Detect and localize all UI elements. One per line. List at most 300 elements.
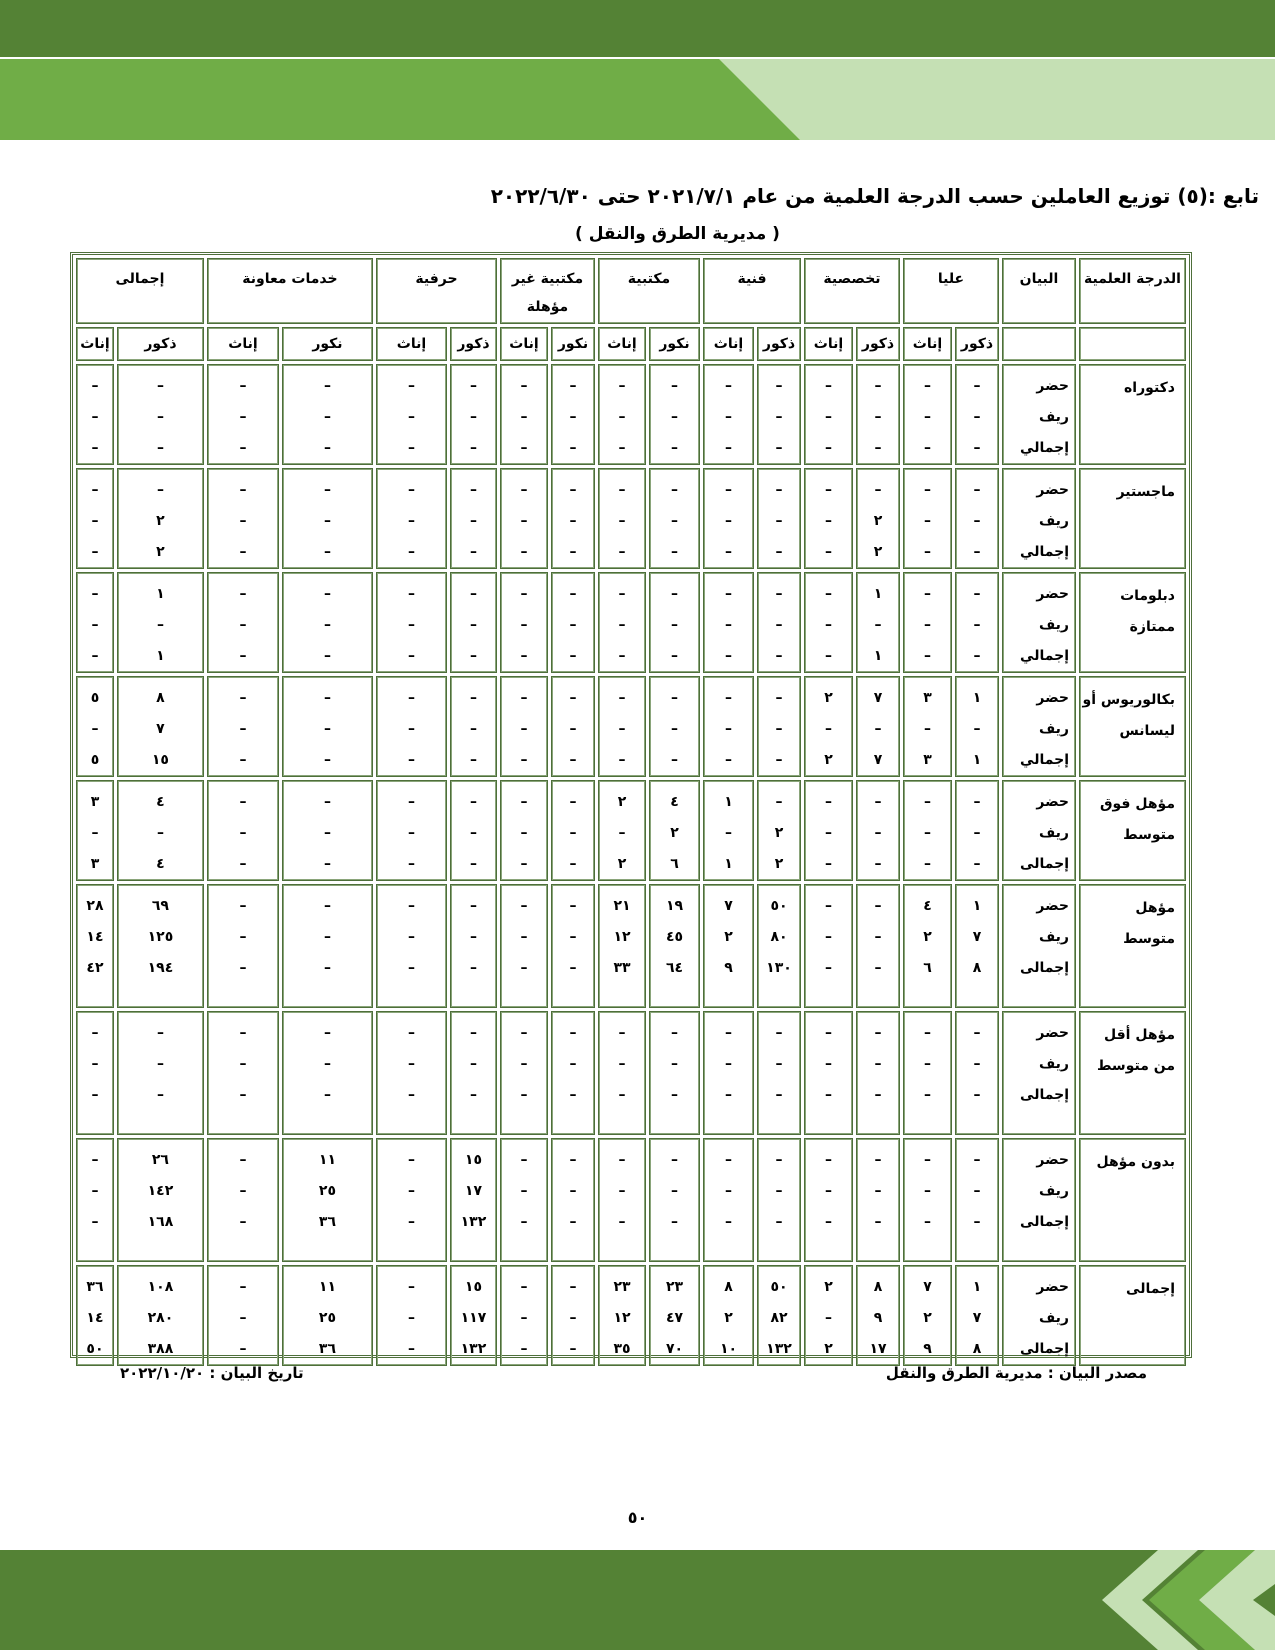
value: –: [725, 586, 732, 602]
value: –: [407, 1087, 415, 1103]
value: –: [569, 898, 577, 914]
gender-subheader: إناث: [703, 327, 754, 361]
value: –: [618, 1056, 626, 1072]
value: –: [671, 1087, 678, 1103]
value: –: [618, 648, 626, 664]
value: –: [825, 825, 832, 841]
value: ٢: [873, 513, 883, 529]
value: –: [239, 513, 247, 529]
degree-label: مؤهل فوق متوسط: [1079, 780, 1186, 881]
value: –: [520, 1087, 528, 1103]
page-subtitle: ( مديرية الطرق والنقل ): [575, 224, 780, 244]
value: –: [156, 1087, 164, 1103]
bayan-label: إجمالي: [1020, 440, 1069, 456]
value: –: [239, 1152, 247, 1168]
value: ٢: [824, 1279, 833, 1295]
value: –: [973, 617, 981, 633]
bayan-label: حضر: [1036, 586, 1069, 602]
value: –: [924, 440, 931, 456]
value-cell: [955, 468, 999, 569]
value-cell: [757, 780, 801, 881]
value-cell: [500, 884, 548, 1008]
group-header: مكتبية غير مؤهلة: [500, 258, 595, 324]
value: –: [825, 544, 832, 560]
data-date-note: تاريخ البيان : ٢٠٢٢/١٠/٢٠: [120, 1364, 304, 1382]
value: ١٣٢: [460, 1341, 487, 1357]
value: –: [825, 898, 832, 914]
value: –: [91, 378, 99, 394]
value-cell: [955, 1265, 999, 1366]
value-cell: [856, 1138, 900, 1262]
value: –: [469, 721, 477, 737]
value-cell: [903, 1265, 952, 1366]
value: –: [924, 409, 931, 425]
value: –: [775, 1152, 783, 1168]
value: –: [924, 513, 931, 529]
value-cell: [551, 676, 595, 777]
value: ١١: [318, 1152, 336, 1168]
value: –: [924, 1056, 931, 1072]
value: ٨: [156, 690, 165, 706]
value-cell: [649, 676, 700, 777]
value-cell: [856, 572, 900, 673]
value: –: [239, 856, 247, 872]
value-cell: [903, 468, 952, 569]
value: –: [725, 544, 732, 560]
value: ٢١: [613, 898, 631, 914]
gender-subheader: ذكور: [856, 327, 900, 361]
value: –: [91, 482, 99, 498]
value: ١٦٨: [147, 1214, 174, 1230]
value: –: [671, 482, 678, 498]
value: –: [239, 960, 247, 976]
value-cell: [703, 468, 754, 569]
value: –: [156, 1056, 164, 1072]
value: –: [874, 856, 882, 872]
value-cell: [117, 1011, 204, 1135]
value: –: [618, 1087, 626, 1103]
value: –: [775, 440, 783, 456]
value: ٩: [873, 1310, 883, 1326]
value: –: [825, 794, 832, 810]
value: –: [520, 825, 528, 841]
value: –: [323, 1087, 331, 1103]
value: –: [239, 617, 247, 633]
value-cell: [207, 1265, 279, 1366]
value: ٢: [774, 856, 784, 872]
value-cell: [856, 1265, 900, 1366]
value: –: [91, 617, 99, 633]
value-cell: [207, 884, 279, 1008]
value: –: [825, 1056, 832, 1072]
value: –: [671, 440, 678, 456]
group-header: تخصصية: [804, 258, 900, 324]
bayan-label: إجمالي: [1020, 648, 1069, 664]
value-cell: [117, 884, 204, 1008]
value: –: [775, 482, 783, 498]
value: ٣: [90, 856, 100, 872]
value: –: [520, 1056, 528, 1072]
value: ١٣٢: [766, 1341, 792, 1357]
value-cell: [703, 780, 754, 881]
value: –: [239, 825, 247, 841]
bayan-label: إجمالى: [1020, 960, 1069, 976]
gender-subheader: إناث: [903, 327, 952, 361]
value: –: [874, 794, 882, 810]
value: –: [569, 1183, 577, 1199]
value-cell: [117, 572, 204, 673]
value: ١٥: [151, 752, 169, 768]
value: –: [239, 1056, 247, 1072]
value: –: [725, 513, 732, 529]
value: –: [239, 378, 247, 394]
value: –: [618, 752, 626, 768]
value: ٢: [824, 690, 833, 706]
value: ٦: [923, 960, 932, 976]
value: –: [469, 482, 477, 498]
value: –: [407, 544, 415, 560]
value: ٨٢: [770, 1310, 788, 1326]
value-cell: [757, 1265, 801, 1366]
bayan-label: إجمالى: [1020, 856, 1069, 872]
value: –: [671, 1025, 678, 1041]
value-cell: [282, 1011, 373, 1135]
value: –: [973, 409, 981, 425]
value: –: [874, 1025, 882, 1041]
bayan-label: ريف: [1039, 513, 1069, 529]
value: –: [323, 960, 331, 976]
degree-label: بدون مؤهل: [1079, 1138, 1186, 1262]
value-cell: [856, 780, 900, 881]
value: –: [924, 794, 931, 810]
value: ٧: [724, 898, 733, 914]
value: ١٥: [464, 1279, 483, 1295]
value-cell: [598, 468, 646, 569]
value: –: [407, 648, 415, 664]
value-cell: [804, 572, 853, 673]
value: –: [874, 960, 882, 976]
value: ١٩٤: [147, 960, 174, 976]
value: –: [825, 1310, 832, 1326]
value: ٩: [923, 1341, 932, 1357]
value-cell: [450, 468, 497, 569]
value-cell: [376, 572, 447, 673]
value-cell: [207, 1011, 279, 1135]
value: –: [775, 1025, 783, 1041]
value: –: [520, 1152, 528, 1168]
value: –: [569, 617, 577, 633]
gender-subheader: ذكور: [117, 327, 204, 361]
value: –: [469, 794, 477, 810]
value: –: [520, 1183, 528, 1199]
value: –: [569, 752, 577, 768]
value-cell: [76, 468, 114, 569]
bayan-subheader-empty: [1002, 327, 1076, 361]
value: ١: [873, 648, 883, 664]
value: –: [924, 378, 931, 394]
value: –: [323, 929, 331, 945]
value: –: [520, 586, 528, 602]
value-cell: [649, 1138, 700, 1262]
value: –: [156, 409, 164, 425]
bayan-label: ريف: [1039, 1310, 1069, 1326]
value-cell: [598, 1011, 646, 1135]
value: –: [874, 1056, 882, 1072]
value-cell: [376, 1011, 447, 1135]
gender-subheader: نكور: [282, 327, 373, 361]
value: –: [973, 1087, 981, 1103]
value: ٤٢: [86, 960, 104, 976]
value: –: [407, 856, 415, 872]
value: –: [469, 513, 477, 529]
value-cell: [598, 364, 646, 465]
gender-subheader: ذكور: [955, 327, 999, 361]
value: –: [775, 690, 783, 706]
value: –: [725, 409, 732, 425]
value: –: [469, 960, 477, 976]
value: ١: [972, 752, 982, 768]
value-cell: [598, 780, 646, 881]
value: –: [671, 1214, 678, 1230]
value-cell: [117, 676, 204, 777]
value-cell: [450, 1265, 497, 1366]
value: –: [569, 1056, 577, 1072]
value: –: [973, 440, 981, 456]
value: –: [569, 1152, 577, 1168]
value: ١: [724, 794, 733, 810]
value-cell: [649, 884, 700, 1008]
degree-label: ماجستير: [1079, 468, 1186, 569]
value: –: [671, 1152, 678, 1168]
value-cell: [598, 1138, 646, 1262]
value: –: [91, 721, 99, 737]
value: ٢: [774, 825, 784, 841]
bayan-label: حضر: [1036, 690, 1069, 706]
value-cell: [450, 1011, 497, 1135]
value: –: [825, 1152, 832, 1168]
value: –: [924, 648, 931, 664]
bayan-label: حضر: [1036, 378, 1069, 394]
value-cell: [804, 780, 853, 881]
value: –: [618, 825, 626, 841]
value: ٧: [972, 929, 982, 945]
value: –: [407, 960, 415, 976]
value: –: [407, 586, 415, 602]
value: –: [671, 1183, 678, 1199]
value: –: [671, 617, 678, 633]
value: –: [156, 617, 164, 633]
value: ١: [972, 690, 982, 706]
value-cell: [757, 1138, 801, 1262]
value-cell: [376, 780, 447, 881]
value-cell: [955, 884, 999, 1008]
value: –: [874, 482, 882, 498]
value-cell: [500, 1265, 548, 1366]
gender-subheader: نكور: [649, 327, 700, 361]
value-cell: [649, 1011, 700, 1135]
value: –: [469, 378, 477, 394]
value: –: [323, 648, 331, 664]
value: –: [874, 378, 882, 394]
value: –: [520, 1025, 528, 1041]
value: –: [569, 482, 577, 498]
bayan-label: ريف: [1039, 1183, 1069, 1199]
value: –: [618, 544, 626, 560]
value: –: [520, 409, 528, 425]
value: –: [520, 856, 528, 872]
bayan-label: حضر: [1036, 898, 1069, 914]
value-cell: [598, 1265, 646, 1366]
value: –: [725, 1152, 732, 1168]
value-cell: [76, 572, 114, 673]
value: –: [156, 825, 164, 841]
value: –: [520, 1310, 528, 1326]
value: –: [924, 586, 931, 602]
value-cell: [500, 780, 548, 881]
value: –: [239, 482, 247, 498]
value: –: [469, 544, 477, 560]
value: –: [156, 482, 164, 498]
value: –: [618, 378, 626, 394]
value-cell: [376, 364, 447, 465]
value: ٨٠: [770, 929, 788, 945]
value: –: [569, 856, 577, 872]
value-cell: [551, 1011, 595, 1135]
value: ٢٦: [151, 1152, 169, 1168]
value: –: [671, 378, 678, 394]
value: ١٤: [86, 1310, 104, 1326]
table-row: [76, 1265, 1186, 1366]
value: –: [407, 825, 415, 841]
value: –: [569, 794, 577, 810]
value: ١٢: [613, 929, 631, 945]
value: –: [874, 617, 882, 633]
value: –: [469, 898, 477, 914]
value: –: [924, 1214, 931, 1230]
value-cell: [117, 468, 204, 569]
value-cell: [955, 1011, 999, 1135]
value: –: [973, 648, 981, 664]
bayan-cell: [1002, 572, 1076, 673]
value: ٣٨٨: [147, 1341, 174, 1357]
degree-label: مؤهل أقل من متوسط: [1079, 1011, 1186, 1135]
value-cell: [856, 676, 900, 777]
value-cell: [117, 1265, 204, 1366]
value: –: [924, 617, 931, 633]
value-cell: [903, 884, 952, 1008]
value-cell: [757, 364, 801, 465]
value: –: [569, 1087, 577, 1103]
value-cell: [649, 468, 700, 569]
table-row: [76, 468, 1186, 569]
bayan-label: ريف: [1039, 1056, 1069, 1072]
value: –: [469, 440, 477, 456]
value-cell: [117, 1138, 204, 1262]
value-cell: [282, 1138, 373, 1262]
value: ١٢٥: [147, 929, 174, 945]
value-cell: [804, 676, 853, 777]
value: –: [618, 482, 626, 498]
value-cell: [76, 676, 114, 777]
value: ٨: [972, 1341, 982, 1357]
value-cell: [955, 364, 999, 465]
value-cell: [856, 364, 900, 465]
value: –: [973, 544, 981, 560]
value: –: [618, 586, 626, 602]
value: –: [520, 482, 528, 498]
value: –: [469, 1056, 477, 1072]
value: ٢: [724, 1310, 733, 1326]
value: ١: [156, 648, 165, 664]
page-title: تابع :(٥) توزيع العاملين حسب الدرجة العلمية من عام ٢٠٢١/٧/١ حتى ٢٠٢٢/٦/٣٠: [490, 184, 1259, 208]
value: –: [671, 690, 678, 706]
value: ٢: [156, 513, 165, 529]
value: ١٩: [665, 898, 684, 914]
value: –: [407, 752, 415, 768]
value: ١: [724, 856, 733, 872]
value: –: [618, 513, 626, 529]
value: ١: [873, 586, 883, 602]
table-row: [76, 1138, 1186, 1262]
value: –: [671, 648, 678, 664]
value: –: [973, 378, 981, 394]
value-cell: [376, 1138, 447, 1262]
value: –: [239, 544, 247, 560]
value: –: [775, 1183, 783, 1199]
value-cell: [757, 676, 801, 777]
value-cell: [903, 572, 952, 673]
value: ٦٩: [151, 898, 169, 914]
value: –: [91, 1152, 99, 1168]
value-cell: [450, 676, 497, 777]
value: ١١٧: [460, 1310, 487, 1326]
value: –: [825, 1025, 832, 1041]
value-cell: [282, 364, 373, 465]
value: –: [671, 721, 678, 737]
value: ٧٠: [665, 1341, 684, 1357]
value: –: [618, 440, 626, 456]
bayan-label: حضر: [1036, 1025, 1069, 1041]
value: ٢: [923, 929, 932, 945]
value: ٤٥: [665, 929, 684, 945]
value: –: [239, 586, 247, 602]
value: –: [725, 1025, 732, 1041]
value-cell: [804, 468, 853, 569]
value: –: [973, 586, 981, 602]
value: –: [239, 794, 247, 810]
value: –: [825, 856, 832, 872]
value: –: [725, 482, 732, 498]
value: –: [323, 586, 331, 602]
value: ١٤: [86, 929, 104, 945]
value: ٢: [923, 1310, 932, 1326]
value-cell: [207, 780, 279, 881]
value: –: [725, 440, 732, 456]
value: ٢: [617, 856, 627, 872]
value: ٨: [724, 1279, 733, 1295]
value: –: [924, 1183, 931, 1199]
value: –: [156, 378, 164, 394]
table-row: [76, 780, 1186, 881]
value-cell: [282, 572, 373, 673]
value: –: [520, 648, 528, 664]
value: –: [239, 1279, 247, 1295]
value: –: [91, 513, 99, 529]
bayan-cell: [1002, 676, 1076, 777]
value: –: [874, 1214, 882, 1230]
value: –: [775, 617, 783, 633]
value: –: [618, 1025, 626, 1041]
